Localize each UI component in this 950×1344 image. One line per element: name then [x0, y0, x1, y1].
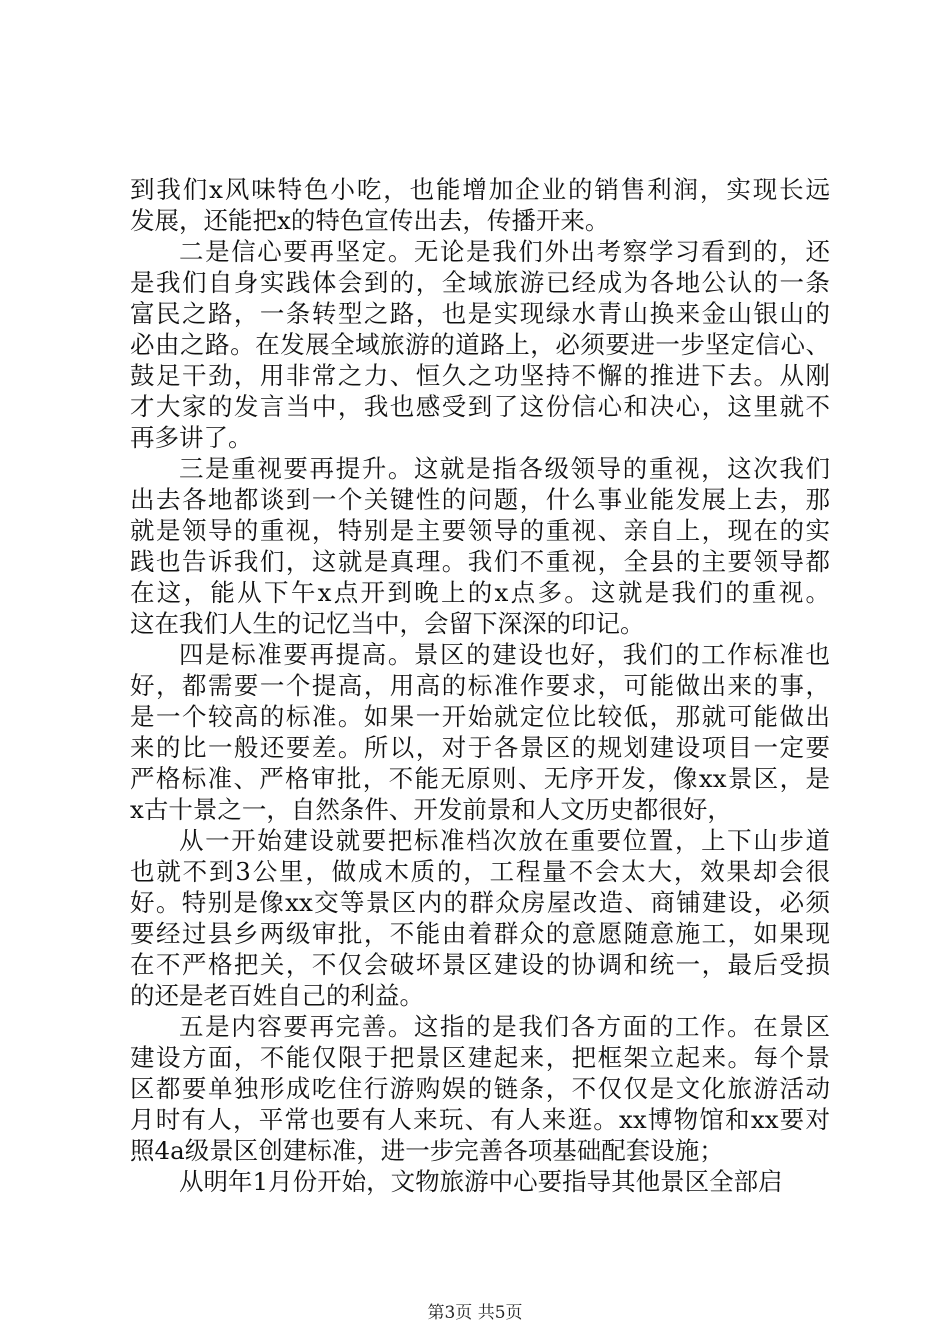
- text-line: 从明年1月份开始，文物旅游中心要指导其他景区全部启: [179, 1167, 783, 1196]
- text-line: 好，都需要一个提高，用高的标准作要求，可能做出来的事，: [130, 671, 830, 700]
- page-number: 第3页 共5页: [427, 1303, 523, 1323]
- text-line: 践也告诉我们，这就是真理。我们不重视，全县的主要领导都: [130, 547, 830, 576]
- text-line: 三是重视要再提升。这就是指各级领导的重视，这次我们: [179, 454, 830, 483]
- text-line: 是一个较高的标准。如果一开始就定位比较低，那就可能做出: [130, 702, 830, 731]
- text-line: 二是信心要再坚定。无论是我们外出考察学习看到的，还: [179, 237, 830, 266]
- text-line: 从一开始建设就要把标准档次放在重要位置，上下山步道: [179, 826, 830, 855]
- text-line: 的还是老百姓自己的利益。: [130, 981, 424, 1010]
- text-line: 出去各地都谈到一个关键性的问题，什么事业能发展上去，那: [130, 485, 830, 514]
- text-line: 富民之路，一条转型之路，也是实现绿水青山换来金山银山的: [130, 299, 830, 328]
- text-line: 在不严格把关，不仅会破坏景区建设的协调和统一，最后受损: [130, 950, 830, 979]
- text-line: 是我们自身实践体会到的，全域旅游已经成为各地公认的一条: [130, 268, 830, 297]
- text-line: x古十景之一，自然条件、开发前景和人文历史都很好，: [130, 795, 732, 824]
- text-line: 在这，能从下午x点开到晚上的x点多。这就是我们的重视。: [130, 578, 830, 607]
- text-line: 必由之路。在发展全域旅游的道路上，必须要进一步坚定信心、: [130, 330, 830, 359]
- text-line: 鼓足干劲，用非常之力、恒久之功坚持不懈的推进下去。从刚: [130, 361, 830, 390]
- text-line: 到我们x风味特色小吃，也能增加企业的销售利润，实现长远: [130, 175, 830, 204]
- text-line: 建设方面，不能仅限于把景区建起来，把框架立起来。每个景: [130, 1043, 830, 1072]
- document-body: [130, 174, 830, 1197]
- text-line: 照4a级景区创建标准，进一步完善各项基础配套设施；: [130, 1136, 724, 1165]
- text-line: 这在我们人生的记忆当中，会留下深深的印记。: [130, 609, 645, 638]
- text-line: 月时有人，平常也要有人来玩、有人来逛。xx博物馆和xx要对: [130, 1105, 830, 1134]
- text-line: 也就不到3公里，做成木质的，工程量不会太大，效果却会很: [130, 857, 830, 886]
- text-line: 五是内容要再完善。这指的是我们各方面的工作。在景区: [179, 1012, 830, 1041]
- text-line: 再多讲了。: [130, 423, 253, 452]
- text-line: 就是领导的重视，特别是主要领导的重视、亲自上，现在的实: [130, 516, 830, 545]
- text-line: 要经过县乡两级审批，不能由着群众的意愿随意施工，如果现: [130, 919, 830, 948]
- text-line: 来的比一般还要差。所以，对于各景区的规划建设项目一定要: [130, 733, 830, 762]
- text-line: 严格标准、严格审批，不能无原则、无序开发，像xx景区，是: [130, 764, 830, 793]
- text-line: 区都要单独形成吃住行游购娱的链条，不仅仅是文化旅游活动: [130, 1074, 830, 1103]
- text-line: 发展，还能把x的特色宣传出去，传播开来。: [130, 206, 610, 235]
- text-line: 好。特别是像xx交等景区内的群众房屋改造、商铺建设，必须: [130, 888, 830, 917]
- text-line: 四是标准要再提高。景区的建设也好，我们的工作标准也: [179, 640, 830, 669]
- text-line: 才大家的发言当中，我也感受到了这份信心和决心，这里就不: [130, 392, 830, 421]
